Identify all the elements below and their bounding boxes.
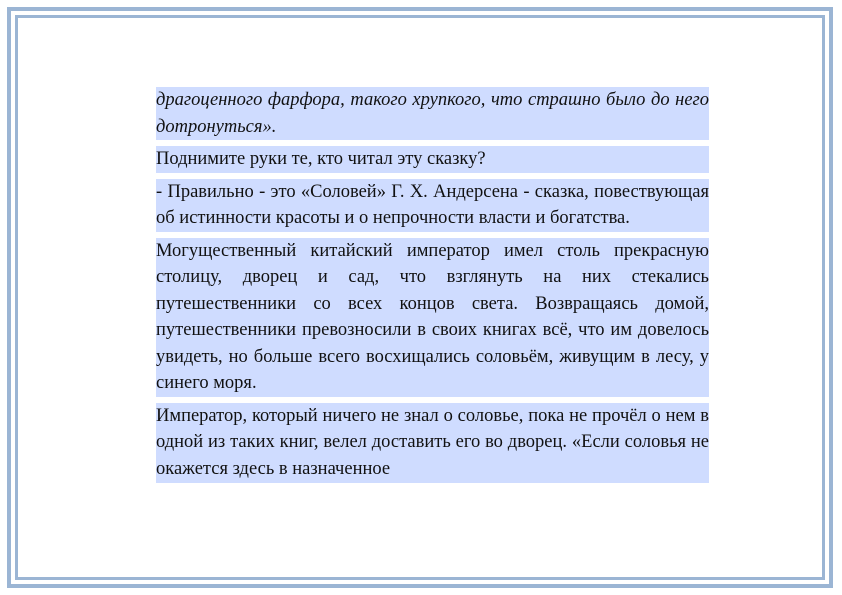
paragraph-emperor-nightingale: Император, который ничего не знал о соловье, пока не прочёл о нем в одной из таких книг, велел доставить его во дворец. «Если соловья не окажется здесь в назначенное — [156, 403, 709, 483]
paragraph-quote-ending: драгоценного фарфора, такого хрупкого, что страшно было до него дотронуться». — [156, 87, 709, 140]
paragraph-answer: - Правильно - это «Соловей» Г. Х. Андерсена - сказка, повествующая об истинности красоты и о непрочности власти и богатства. — [156, 179, 709, 232]
paragraph-emperor-capital: Могущественный китайский император имел столь прекрасную столицу, дворец и сад, что взглянуть на них стекались путешественники со всех концов света. Возвращаясь домой, путешественники превозносили в своих книгах всё, что им довелось увидеть, но больше всего восхищались соловьём, живущим в лесу, у синего моря. — [156, 238, 709, 397]
text-box — [156, 87, 709, 530]
paragraph-question: Поднимите руки те, кто читал эту сказку? — [156, 146, 709, 173]
